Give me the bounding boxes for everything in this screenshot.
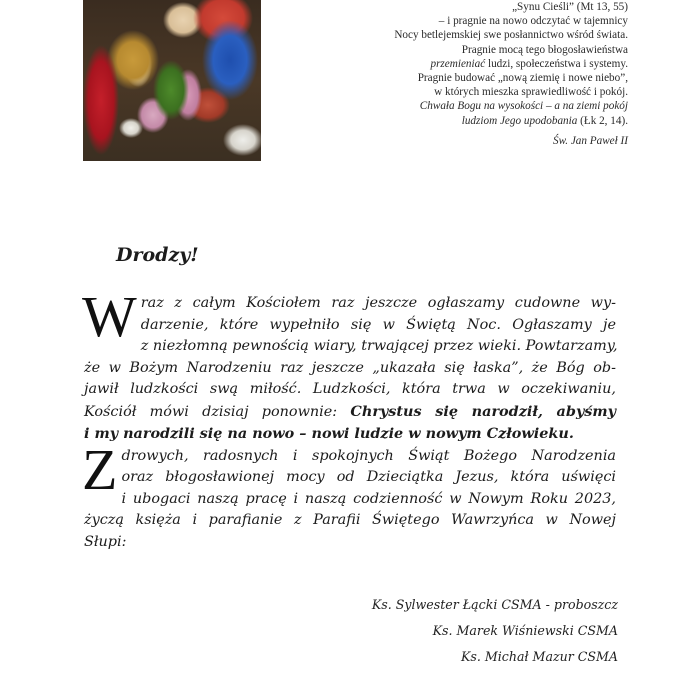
text-line: drowych, radosnych i spokojnych Świąt Bożego Narodzenia [121,447,616,464]
text-plain: Kościół mówi dzisiaj ponownie: [84,403,351,420]
text-bold: i my narodzili się na nowo – nowi ludzie w nowym Człowieku. [84,425,574,442]
quote-line: – i pragnie na nowo odczytać w tajemnicy [438,15,628,28]
paragraph-2 [82,436,616,554]
quote-italic: przemieniać [430,57,486,70]
quote-italic: Chwała Bogu na wysokości – a na ziemi pokój [419,100,628,113]
text-line [84,401,616,424]
signature-line: Ks. Marek Wiśniewski CSMA [432,623,618,638]
quote-line [308,57,628,71]
nativity-painting-image [83,0,261,161]
quote-line [308,99,628,113]
quote-text: (Łk 2, 14). [577,114,628,127]
text-line: oraz błogosławionej mocy od Dzieciątka Jezus, która uświęci [121,469,616,485]
text-line: jawił ludzkości swą miłość. Ludzkości, która trwa w oczekiwaniu, [84,381,616,397]
dropcap: W [82,284,137,349]
quote-line: w których mieszka sprawiedliwość i pokój. [434,86,628,99]
quote-signature: Św. Jan Paweł II [553,134,628,147]
quote-text: ludzi, społeczeństwa i systemy. [485,57,628,70]
quote-line: „Synu Cieśli” (Mt 13, 55) [512,1,628,13]
dropcap: Z [82,436,118,502]
signature-line: Ks. Michał Mazur CSMA [461,649,618,664]
quote-line: Nocy betlejemskiej swe posłannictwo wśród świata. [394,29,628,42]
text-line: z niezłomną pewnością wiary, trwającej przez wieki. Powtarzamy, [140,338,618,354]
quote-line [308,114,628,128]
quote-line: Pragnie mocą tego błogosławieństwa [461,43,628,56]
text-line: raz z całym Kościołem raz jeszcze ogłaszamy cudowne wy- [140,295,616,311]
text-bold: Chrystus się narodził, abyśmy [350,402,616,420]
quote-italic: ludziom Jego upodobania [461,114,578,127]
quote-line: Pragnie budować „nową ziemię i nowe niebo”, [417,72,628,85]
pope-quote [308,0,628,148]
signature-line: Ks. Sylwester Łącki CSMA - proboszcz [371,597,618,612]
paragraph-1 [82,284,618,446]
greeting-heading: Drodzy! [116,244,199,266]
signatures [372,592,618,670]
text-line: darzenie, które wypełniło się w Świętą Noc. Ogłaszamy je [140,316,616,333]
text-line: że w Bożym Narodzeniu raz jeszcze „ukazała się łaska”, że Bóg ob- [84,359,616,376]
letter-body [82,284,618,553]
text-line [84,423,616,446]
text-line: Słupi: [84,533,127,550]
text-line: życzą księża i parafianie z Parafii Świętego Wawrzyńca w Nowej [84,512,616,528]
text-line: i ubogaci naszą pracę i naszą codzienność w Nowym Roku 2023, [121,490,616,507]
